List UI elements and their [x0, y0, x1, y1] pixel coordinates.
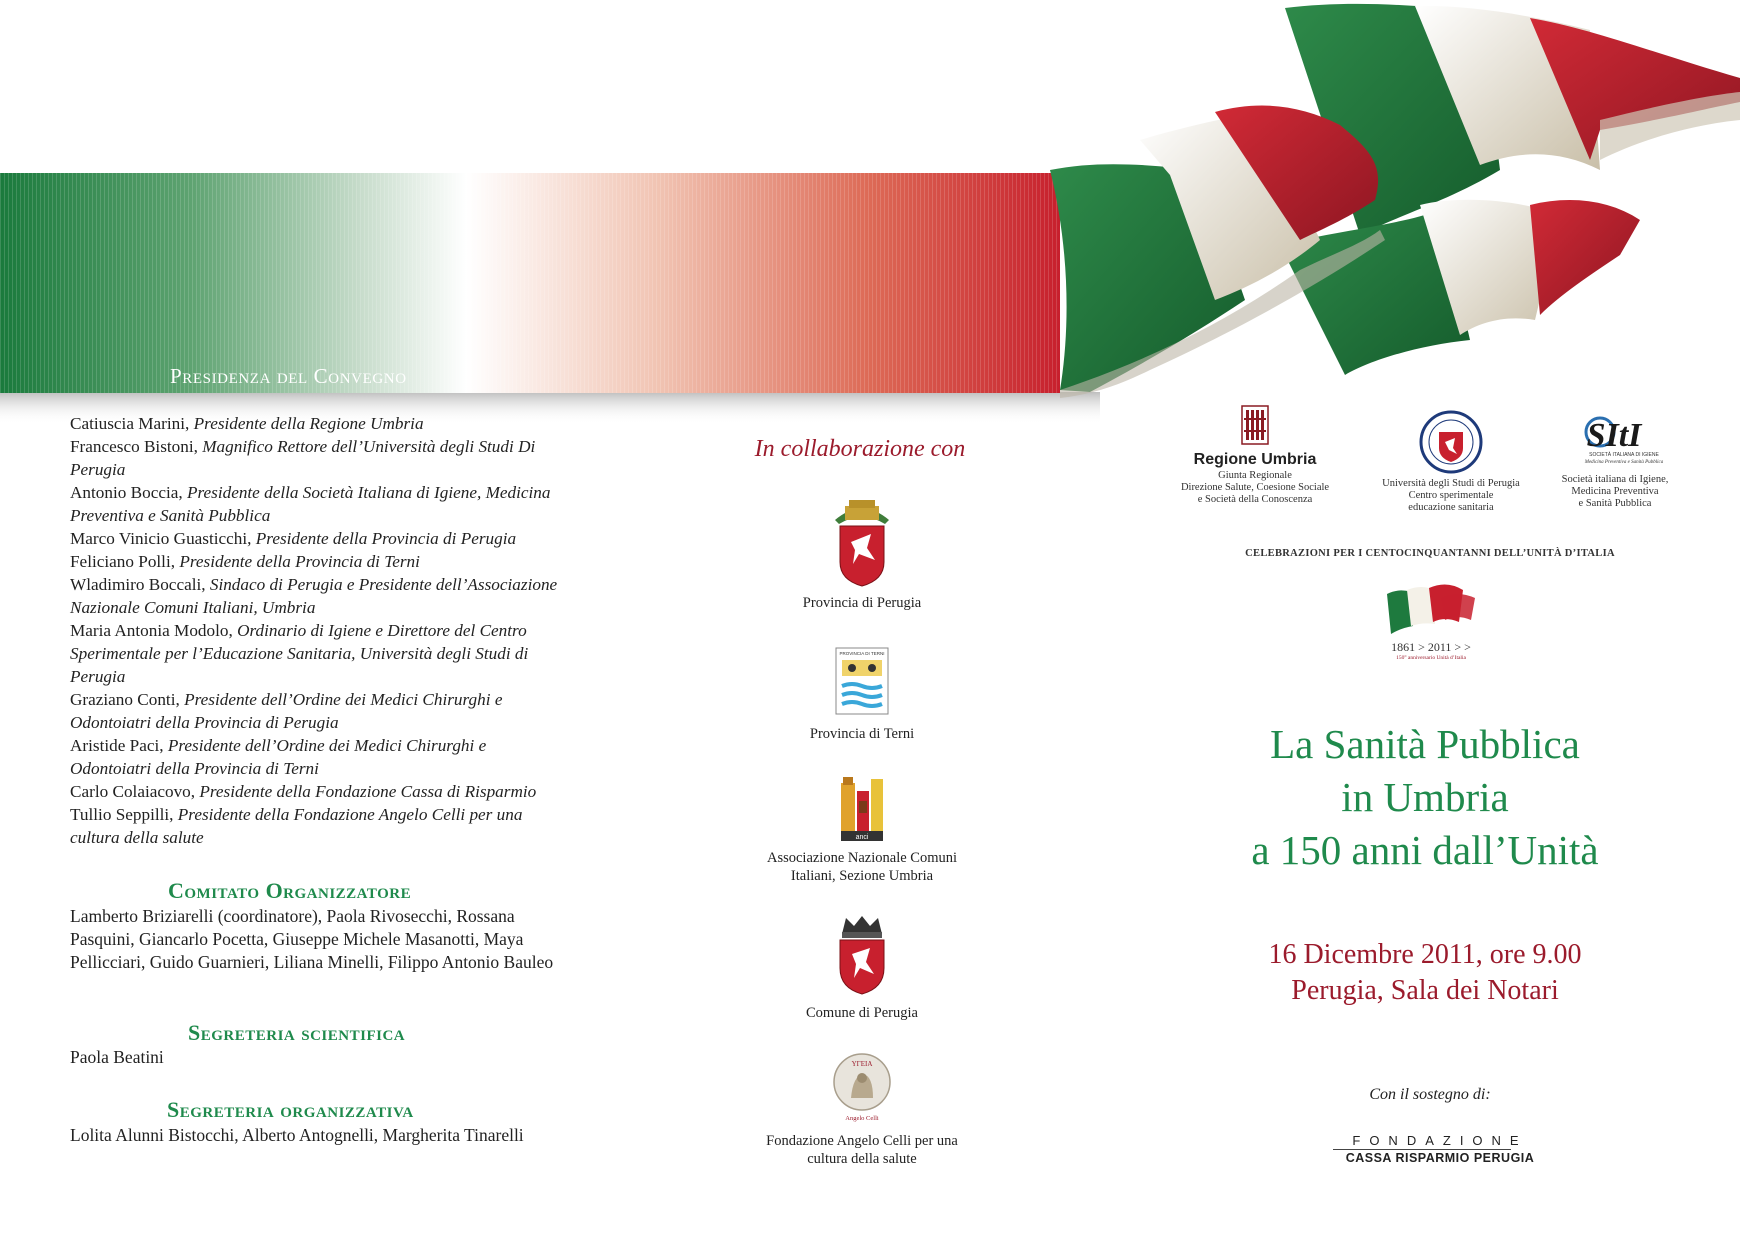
person-name: Carlo Colaiacovo, [70, 782, 200, 801]
person-role: Presidente della Società Italiana di Igiene, Medicina Preventiva e Sanità Pubblica [70, 483, 551, 525]
comune-perugia-crest-icon [836, 914, 888, 996]
person-role: Presidente della Provincia di Perugia [255, 529, 517, 548]
partner-provincia-terni [752, 646, 972, 743]
presidenza-person [70, 803, 570, 849]
terni-badge-text: PROVINCIA DI TERNI [839, 651, 885, 656]
person-role: Presidente dell’Ordine dei Medici Chirurghi e Odontoiatri della Provincia di Terni [70, 736, 487, 778]
person-name: Francesco Bistoni, [70, 437, 203, 456]
person-name: Marco Vinicio Guasticchi, [70, 529, 256, 548]
siti-logo-text: SItI [1586, 417, 1642, 454]
event-title-line: La Sanità Pubblica [1270, 721, 1580, 767]
regione-umbria-logo-icon [1240, 404, 1270, 446]
regione-sub-line: Direzione Salute, Coesione Sociale [1180, 482, 1330, 493]
universita-perugia-seal-icon [1419, 410, 1483, 474]
partner-label: Comune di Perugia [806, 1005, 918, 1021]
collaborazione-title: In collaborazione con [754, 436, 966, 462]
sponsor-line-1: FONDAZIONE [1352, 1133, 1528, 1148]
provincia-perugia-crest-icon [827, 492, 897, 588]
person-name: Catiuscia Marini, [70, 414, 194, 433]
anniversary-logo [1376, 580, 1486, 661]
organizer-universita-perugia [1366, 410, 1536, 514]
provincia-terni-crest-icon [834, 646, 890, 716]
presidenza-person [70, 481, 570, 527]
universita-sub-line: educazione sanitaria [1408, 502, 1494, 513]
comitato-title: Comitato Organizzatore [168, 878, 412, 903]
anniversary-flag-icon [1383, 580, 1479, 638]
event-place: Perugia, Sala dei Notari [1291, 975, 1559, 1006]
presidenza-list [70, 412, 570, 849]
person-role: Ordinario di Igiene e Direttore del Centro Sperimentale per l’Educazione Sanitaria, Università degli Studi di Perugia [70, 621, 529, 686]
presidenza-person [70, 412, 570, 435]
regione-sub-line: e Società della Conoscenza [1197, 494, 1313, 505]
celebrazioni-heading: CELEBRAZIONI PER I CENTOCINQUANTANNI DELL’UNITÀ D’ITALIA [1245, 548, 1615, 559]
person-name: Wladimiro Boccali, [70, 575, 210, 594]
siti-logo-sub: SOCIETÀ ITALIANA DI IGIENE [1589, 452, 1659, 458]
sponsor-intro: Con il sostegno di: [1369, 1086, 1491, 1103]
person-name: Graziano Conti, [70, 690, 185, 709]
presidenza-person [70, 688, 570, 734]
presidenza-person [70, 619, 570, 688]
person-role: Presidente dell’Ordine dei Medici Chirurghi e Odontoiatri della Provincia di Perugia [70, 690, 503, 732]
siti-logo-sub2: Medicina Preventiva e Sanità Pubblica [1584, 460, 1664, 465]
anniversary-years: 1861 > 2011 > > [1391, 640, 1471, 654]
segreteria-scientifica-title: Segreteria scientifica [188, 1020, 406, 1045]
partner-label: Associazione Nazionale Comuni Italiani, Sezione Umbria [766, 850, 958, 884]
partner-fondazione-celli [752, 1052, 972, 1168]
person-role: Presidente della Fondazione Angelo Celli per una cultura della salute [70, 805, 523, 847]
segreteria-organizzativa-members: Lolita Alunni Bistocchi, Alberto Antognelli, Margherita Tinarelli [70, 1125, 524, 1145]
tricolor-banner [0, 0, 1740, 430]
presidenza-person [70, 734, 570, 780]
organizer-siti [1550, 410, 1680, 510]
fondazione-celli-seal-icon [831, 1052, 893, 1128]
person-name: Feliciano Polli, [70, 552, 180, 571]
svg-text:anci: anci [855, 834, 869, 841]
event-title [1140, 718, 1710, 877]
partner-label: Provincia di Perugia [802, 595, 922, 611]
siti-sub-line: e Sanità Pubblica [1578, 498, 1652, 509]
person-name: Tullio Seppilli, [70, 805, 178, 824]
presidenza-person [70, 550, 570, 573]
partner-label: Provincia di Terni [809, 726, 915, 742]
event-title-line: a 150 anni dall’Unità [1251, 827, 1599, 873]
universita-sub-line: Università degli Studi di Perugia [1382, 478, 1520, 489]
anniversary-caption: 150° anniversario Unità d’Italia [1396, 655, 1466, 661]
segreteria-organizzativa-title: Segreteria organizzativa [167, 1097, 414, 1122]
regione-name: Regione Umbria [1193, 451, 1317, 468]
celli-badge-name: Angelo Celli [845, 1115, 879, 1122]
person-role: Presidente della Regione Umbria [193, 414, 424, 433]
person-role: Presidente della Fondazione Cassa di Risparmio [199, 782, 537, 801]
event-title-line: in Umbria [1341, 774, 1509, 820]
person-name: Aristide Paci, [70, 736, 168, 755]
presidenza-person [70, 435, 570, 481]
person-role: Sindaco di Perugia e Presidente dell’Associazione Nazionale Comuni Italiani, Umbria [70, 575, 558, 617]
anci-logo-icon [837, 775, 887, 843]
event-datetime [1160, 937, 1690, 1009]
siti-sub-line: Società italiana di Igiene, [1561, 474, 1669, 485]
presidenza-person [70, 780, 570, 803]
partner-anci [752, 775, 972, 885]
person-role: Presidente della Provincia di Terni [179, 552, 420, 571]
presidenza-person [70, 573, 570, 619]
siti-sub-line: Medicina Preventiva [1571, 486, 1659, 497]
siti-logo-icon [1560, 410, 1670, 470]
universita-sub-line: Centro sperimentale [1408, 490, 1494, 501]
comitato-members: Lamberto Briziarelli (coordinatore), Paola Rivosecchi, Rossana Pasquini, Giancarlo Pocetta, Giuseppe Michele Masanotti, Maya Pellicciari, Guido Guarnieri, Liliana Minelli, Filippo Antonio Bauleo [70, 906, 554, 972]
segreteria-scientifica-members: Paola Beatini [70, 1047, 164, 1067]
sponsor-line-2: CASSA RISPARMIO PERUGIA [1345, 1151, 1535, 1165]
person-name: Maria Antonia Modolo, [70, 621, 238, 640]
person-role: Magnifico Rettore dell’Università degli Studi Di Perugia [70, 437, 536, 479]
presidenza-title: Presidenza del Convegno [170, 364, 407, 388]
partner-comune-perugia [752, 914, 972, 1022]
regione-sub-line: Giunta Regionale [1218, 470, 1292, 481]
person-name: Antonio Boccia, [70, 483, 187, 502]
presidenza-person [70, 527, 570, 550]
celli-badge-top: YΓEIA [851, 1060, 873, 1068]
organizer-regione-umbria [1175, 404, 1335, 506]
event-date: 16 Dicembre 2011, ore 9.00 [1268, 939, 1582, 970]
partner-provincia-perugia [752, 492, 972, 612]
partner-label: Fondazione Angelo Celli per una cultura della salute [766, 1133, 958, 1167]
sponsor-divider [1333, 1149, 1511, 1150]
